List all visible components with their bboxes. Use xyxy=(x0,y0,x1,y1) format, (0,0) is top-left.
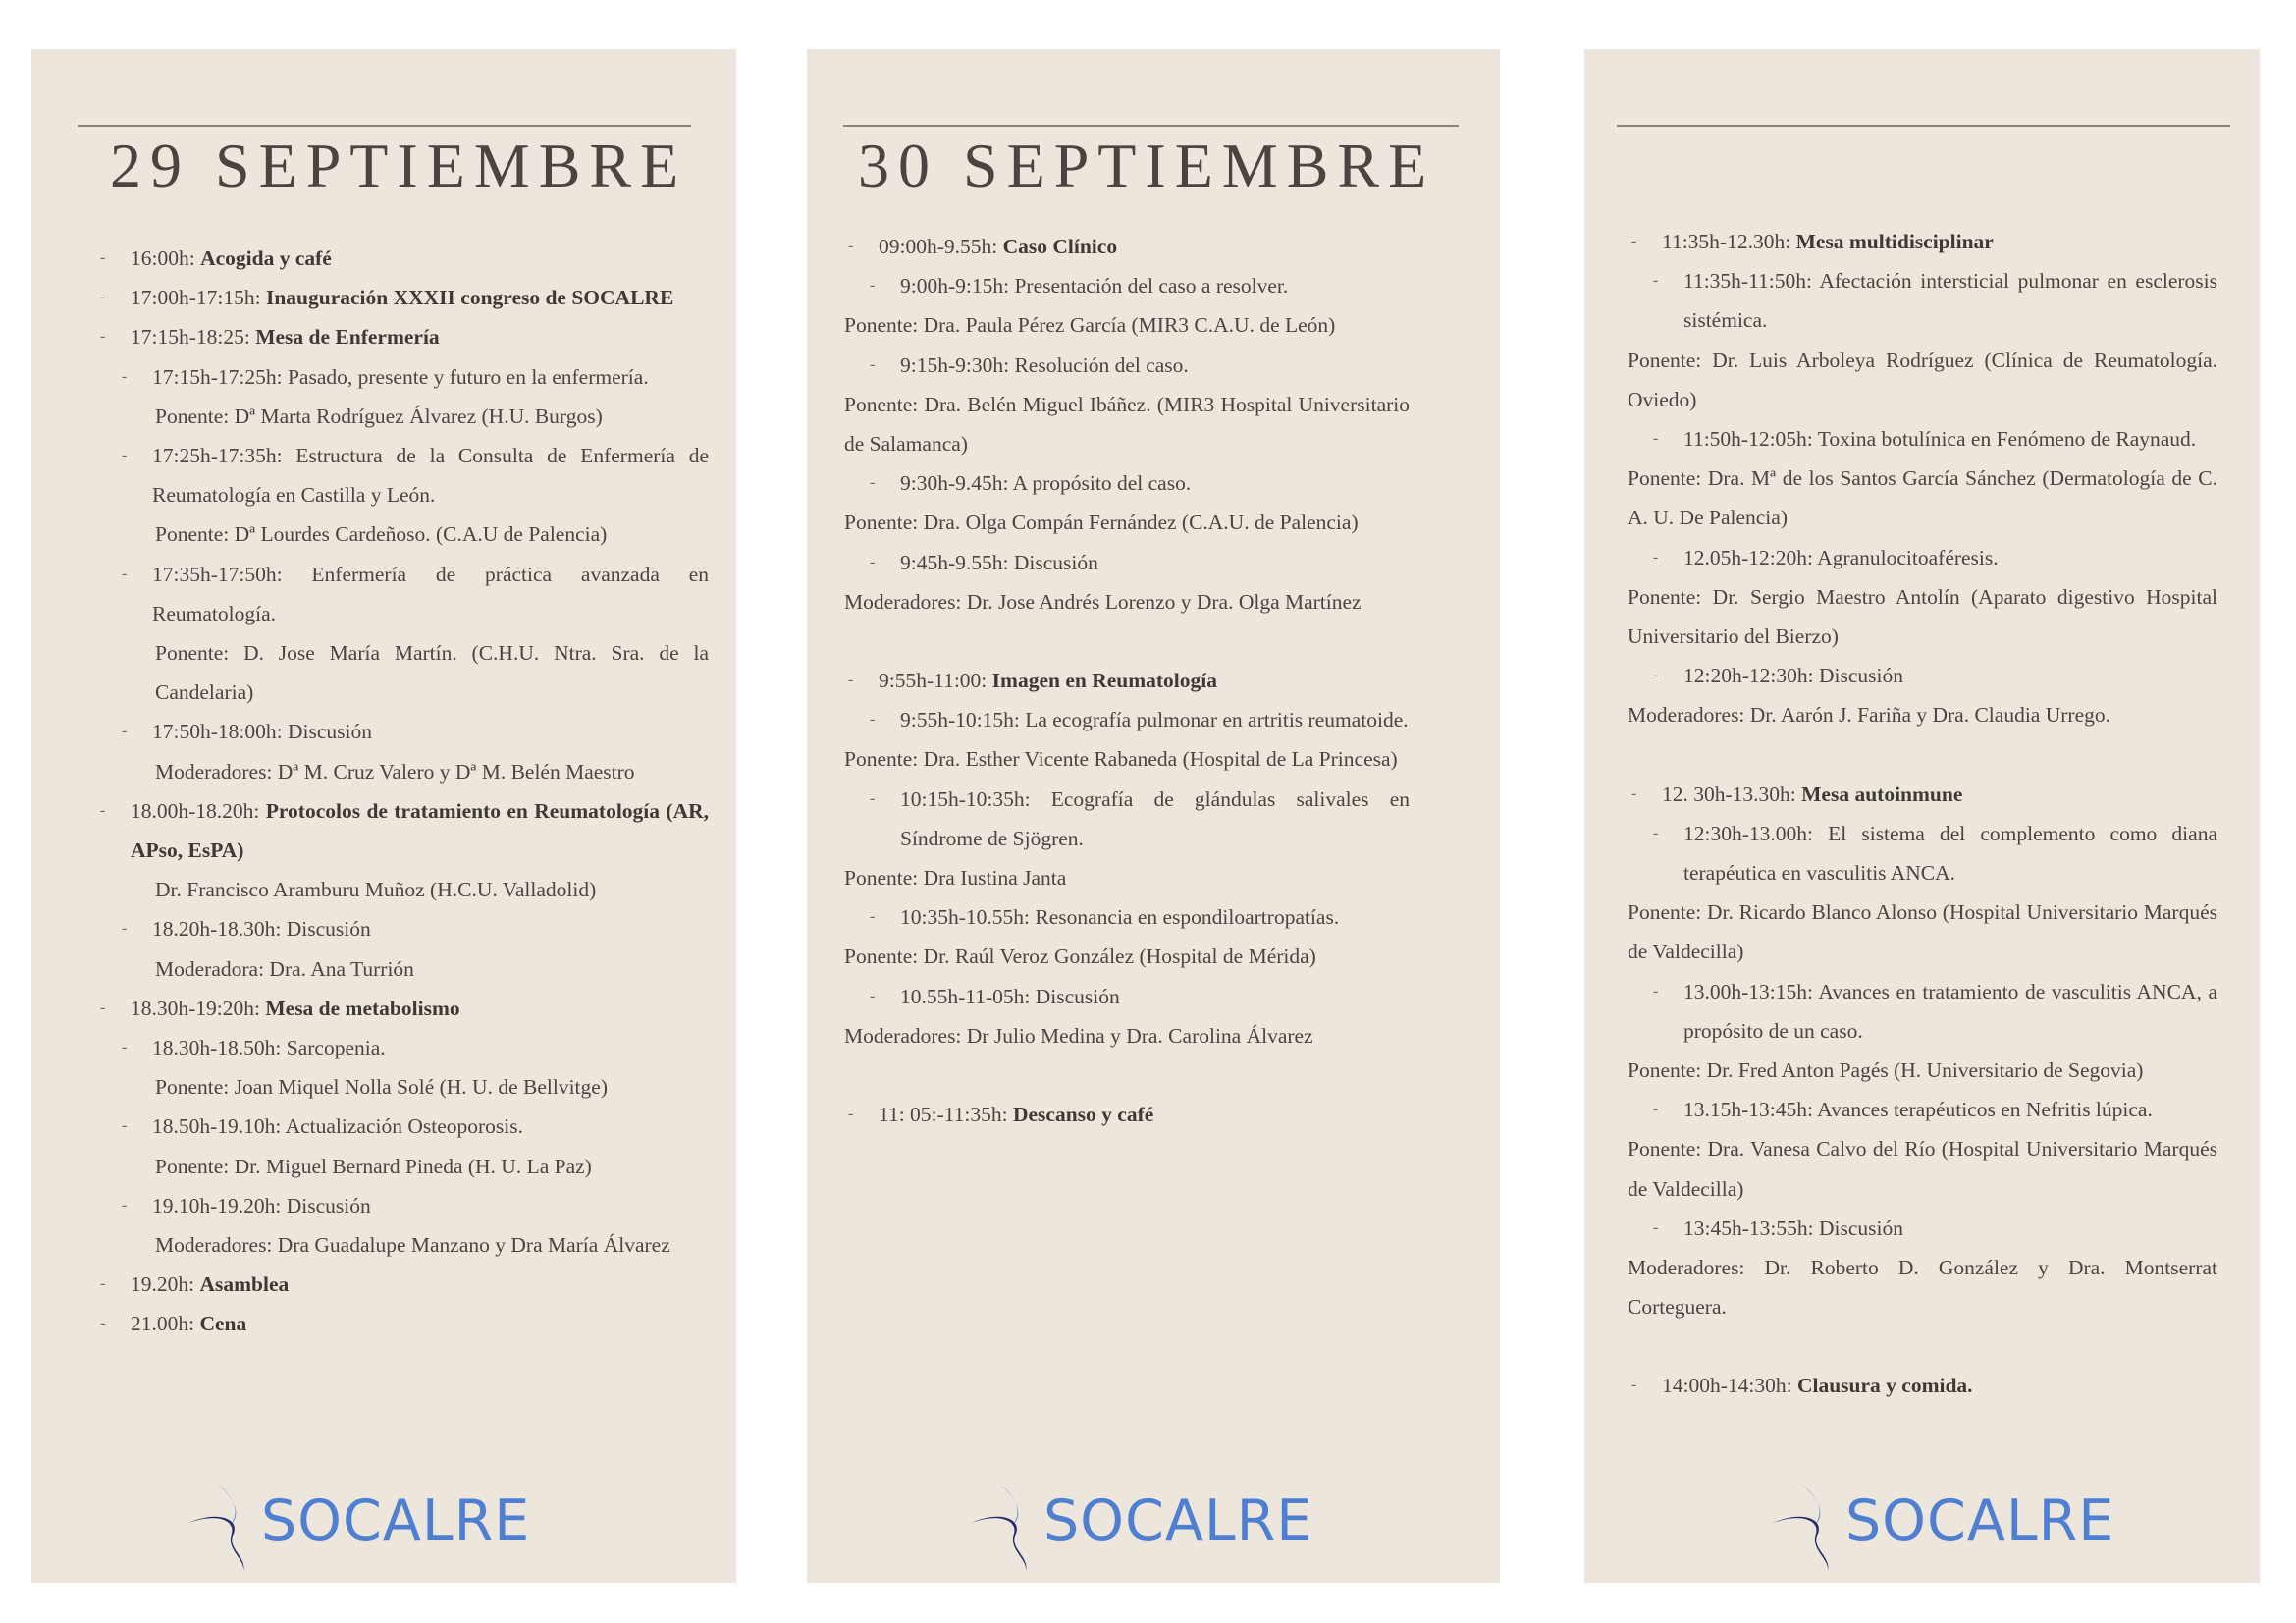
title-divider xyxy=(78,125,691,127)
session-title: Caso Clínico xyxy=(1002,235,1118,258)
item-text: 12:30h-13.00h: El sistema del complemento como diana terapéutica en vasculitis ANCA. xyxy=(1683,821,2217,886)
item-text: Ponente: Dr. Fred Anton Pagés (H. Universitario de Segovia) xyxy=(1628,1058,2144,1083)
program-list xyxy=(1628,222,2217,1406)
talk-item xyxy=(96,1107,709,1146)
item-text: Moderadores: Dr. Roberto D. González y Dra. Montserrat Corteguera. xyxy=(1628,1256,2217,1320)
speaker-line xyxy=(844,1016,1410,1055)
blank-spacer xyxy=(1628,735,2217,775)
swoosh-logo-icon xyxy=(187,1477,265,1575)
speaker-line xyxy=(844,582,1410,622)
talk-item xyxy=(844,897,1410,937)
item-text: 12:20h-12:30h: Discusión xyxy=(1683,664,1903,688)
item-text: Ponente: Dra. Mª de los Santos García Sánchez (Dermatología de C. A. U. De Palencia) xyxy=(1628,466,2217,530)
session-title: Mesa autoinmune xyxy=(1801,782,1963,806)
blank-spacer xyxy=(1628,1326,2217,1366)
item-text: 16:00h: xyxy=(131,246,201,270)
item-text: Ponente: Dr. Ricardo Blanco Alonso (Hospital Universitario Marqués de Valdecilla) xyxy=(1628,900,2217,964)
speaker-line xyxy=(1628,1129,2217,1208)
session-title: Asamblea xyxy=(199,1272,290,1297)
speaker-line xyxy=(96,633,709,712)
day-panel-30-continued xyxy=(1584,49,2260,1583)
item-text: 17:00h-17:15h: xyxy=(131,286,266,310)
session-title: Imagen en Reumatología xyxy=(991,669,1217,693)
day-title: 30 SEPTIEMBRE xyxy=(858,131,1436,200)
item-text: 9:45h-9.55h: Discusión xyxy=(900,550,1098,574)
session-title: Mesa multidisciplinar xyxy=(1795,230,1994,253)
item-text: 17:50h-18:00h: Discusión xyxy=(152,720,372,744)
session-item xyxy=(96,1265,709,1304)
session-item xyxy=(844,227,1410,266)
title-divider xyxy=(843,125,1459,127)
item-text: 21.00h: xyxy=(131,1312,200,1336)
session-item xyxy=(96,989,709,1028)
item-text: 14:00h-14:30h: xyxy=(1662,1374,1797,1398)
talk-item xyxy=(96,712,709,751)
item-text: 9:55h-11:00: xyxy=(879,669,992,693)
session-title: Cena xyxy=(199,1312,247,1336)
item-text: 19.20h: xyxy=(131,1272,200,1297)
item-text: Ponente: Dr. Luis Arboleya Rodríguez (Clínica de Reumatología. Oviedo) xyxy=(1628,348,2217,411)
item-text: Moderadores: Dr. Aarón J. Fariña y Dra. Claudia Urrego. xyxy=(1628,703,2110,728)
talk-item xyxy=(1628,1090,2217,1129)
item-text: 12. 30h-13.30h: xyxy=(1662,782,1802,806)
speaker-line xyxy=(844,503,1410,542)
talk-item xyxy=(844,346,1410,385)
item-text: Ponente: Dr. Miguel Bernard Pineda (H. U. La Paz) xyxy=(155,1154,592,1178)
talk-item xyxy=(844,463,1410,503)
speaker-line xyxy=(844,305,1410,345)
talk-item xyxy=(844,977,1410,1016)
item-text: Ponente: Dra. Paula Pérez García (MIR3 C.A.U. de León) xyxy=(844,313,1336,338)
talk-item xyxy=(844,266,1410,305)
session-item xyxy=(1628,1366,2217,1405)
item-text: Moderadora: Dra. Ana Turrión xyxy=(155,956,414,981)
speaker-line xyxy=(1628,695,2217,734)
item-text: Ponente: Dr. Sergio Maestro Antolín (Aparato digestivo Hospital Universitario del Bierzo) xyxy=(1628,584,2217,649)
talk-item xyxy=(1628,419,2217,459)
item-text: Dr. Francisco Aramburu Muñoz (H.C.U. Valladolid) xyxy=(155,878,597,902)
speaker-line xyxy=(844,385,1410,463)
logo-text: SOCALRE xyxy=(1043,1488,1313,1553)
item-text: 11: 05:-11:35h: xyxy=(879,1103,1013,1127)
socalre-logo xyxy=(1771,1477,2115,1575)
talk-item xyxy=(96,357,709,397)
session-item xyxy=(1628,222,2217,261)
speaker-line xyxy=(1628,577,2217,656)
logo-text: SOCALRE xyxy=(1845,1488,2115,1553)
session-title: Acogida y café xyxy=(200,246,332,270)
speaker-line xyxy=(844,937,1410,976)
item-text: Ponente: Dª Lourdes Cardeñoso. (C.A.U de Palencia) xyxy=(155,522,608,547)
session-title: Clausura y comida. xyxy=(1796,1374,1973,1398)
item-text: Ponente: D. Jose María Martín. (C.H.U. Ntra. Sra. de la Candelaria) xyxy=(155,641,709,705)
swoosh-logo-icon xyxy=(969,1477,1047,1575)
talk-item xyxy=(844,543,1410,582)
speaker-line xyxy=(1628,1051,2217,1090)
session-item xyxy=(96,239,709,278)
session-title: Mesa de metabolismo xyxy=(265,996,460,1020)
session-item xyxy=(96,1304,709,1343)
speaker-line xyxy=(96,1147,709,1186)
item-text: Ponente: Dª Marta Rodríguez Álvarez (H.U. Burgos) xyxy=(155,404,603,428)
item-text: 17:15h-18:25: xyxy=(131,325,256,350)
item-text: 9:15h-9:30h: Resolución del caso. xyxy=(900,352,1189,377)
item-text: 09:00h-9.55h: xyxy=(879,235,1003,258)
socalre-logo xyxy=(187,1477,531,1575)
talk-item xyxy=(1628,538,2217,577)
item-text: 10.55h-11-05h: Discusión xyxy=(900,984,1120,1008)
item-text: Ponente: Dra Iustina Janta xyxy=(844,866,1067,891)
item-text: 11:35h-12.30h: xyxy=(1662,230,1796,253)
item-text: 9:55h-10:15h: La ecografía pulmonar en artritis reumatoide. xyxy=(900,708,1409,732)
blank-spacer xyxy=(844,622,1410,661)
talk-item xyxy=(1628,656,2217,695)
item-text: 19.10h-19.20h: Discusión xyxy=(152,1193,371,1217)
item-text: 11:50h-12:05h: Toxina botulínica en Fenómeno de Raynaud. xyxy=(1683,427,2197,452)
speaker-line xyxy=(96,870,709,909)
speaker-line xyxy=(96,1225,709,1265)
item-text: 17:15h-17:25h: Pasado, presente y futuro en la enfermería. xyxy=(152,364,649,389)
item-text: Ponente: Dr. Raúl Veroz González (Hospital de Mérida) xyxy=(844,945,1316,969)
item-text: 10:15h-10:35h: Ecografía de glándulas salivales en Síndrome de Sjögren. xyxy=(900,786,1410,850)
speaker-line xyxy=(1628,1248,2217,1326)
day-title: 29 SEPTIEMBRE xyxy=(110,131,688,200)
speaker-line xyxy=(1628,341,2217,419)
talk-item xyxy=(96,1028,709,1067)
item-text: 9:30h-9.45h: A propósito del caso. xyxy=(900,471,1192,496)
speaker-line xyxy=(1628,459,2217,537)
session-item xyxy=(844,661,1410,700)
item-text: 18.00h-18.20h: xyxy=(131,798,266,823)
item-text: Moderadores: Dª M. Cruz Valero y Dª M. Belén Maestro xyxy=(155,759,635,784)
item-text: 12.05h-12:20h: Agranulocitoaféresis. xyxy=(1683,545,1999,569)
item-text: 10:35h-10.55h: Resonancia en espondiloartropatías. xyxy=(900,905,1340,930)
item-text: 13.15h-13:45h: Avances terapéuticos en Nefritis lúpica. xyxy=(1683,1098,2153,1122)
talk-item xyxy=(96,1186,709,1225)
session-item xyxy=(96,791,709,870)
item-text: Moderadores: Dra Guadalupe Manzano y Dra María Álvarez xyxy=(155,1233,670,1258)
program-list xyxy=(844,227,1410,1134)
item-text: Ponente: Dra. Esther Vicente Rabaneda (Hospital de La Princesa) xyxy=(844,747,1398,772)
item-text: Ponente: Dra. Belén Miguel Ibáñez. (MIR3 Hospital Universitario de Salamanca) xyxy=(844,392,1410,457)
speaker-line xyxy=(1628,893,2217,971)
blank-spacer xyxy=(844,1055,1410,1095)
speaker-line xyxy=(96,397,709,436)
item-text: 18.20h-18.30h: Discusión xyxy=(152,917,371,942)
item-text: 18.30h-19:20h: xyxy=(131,996,266,1020)
item-text: 13.00h-13:15h: Avances en tratamiento de vasculitis ANCA, a propósito de un caso. xyxy=(1683,979,2217,1043)
item-text: Ponente: Dra. Vanesa Calvo del Río (Hospital Universitario Marqués de Valdecilla) xyxy=(1628,1137,2217,1201)
item-text: 17:25h-17:35h: Estructura de la Consulta de Enfermería de Reumatología en Castilla y León. xyxy=(152,444,709,508)
logo-text: SOCALRE xyxy=(261,1488,531,1553)
item-text: 17:35h-17:50h: Enfermería de práctica avanzada en Reumatología. xyxy=(152,562,709,625)
day-panel-30 xyxy=(807,49,1500,1583)
talk-item xyxy=(1628,814,2217,893)
session-title: Descanso y café xyxy=(1012,1103,1154,1127)
item-text: Moderadores: Dr. Jose Andrés Lorenzo y Dra. Olga Martínez xyxy=(844,589,1362,614)
talk-item xyxy=(1628,261,2217,340)
program-list xyxy=(96,239,709,1344)
day-panel-29 xyxy=(31,49,736,1583)
speaker-line xyxy=(844,739,1410,779)
session-title: Protocolos de tratamiento en Reumatología (AR, APso, EsPA) xyxy=(131,798,709,863)
item-text: 13:45h-13:55h: Discusión xyxy=(1683,1216,1903,1240)
speaker-line xyxy=(96,514,709,554)
item-text: 18.30h-18.50h: Sarcopenia. xyxy=(152,1036,386,1060)
socalre-logo xyxy=(969,1477,1313,1575)
session-item xyxy=(96,317,709,356)
item-text: 9:00h-9:15h: Presentación del caso a resolver. xyxy=(900,274,1289,298)
talk-item xyxy=(96,909,709,948)
speaker-line xyxy=(96,752,709,791)
talk-item xyxy=(1628,972,2217,1051)
item-text: Moderadores: Dr Julio Medina y Dra. Carolina Álvarez xyxy=(844,1023,1313,1048)
session-title: Mesa de Enfermería xyxy=(255,325,440,350)
swoosh-logo-icon xyxy=(1771,1477,1849,1575)
session-item xyxy=(844,1095,1410,1134)
item-text: 18.50h-19.10h: Actualización Osteoporosis. xyxy=(152,1114,523,1139)
session-item xyxy=(1628,775,2217,814)
item-text: Ponente: Dra. Olga Compán Fernández (C.A.U. de Palencia) xyxy=(844,511,1359,535)
talk-item xyxy=(844,780,1410,858)
speaker-line xyxy=(96,1067,709,1107)
item-text: Ponente: Joan Miquel Nolla Solé (H. U. de Bellvitge) xyxy=(155,1075,608,1100)
talk-item xyxy=(96,555,709,633)
session-item xyxy=(96,278,709,317)
speaker-line xyxy=(844,858,1410,897)
title-divider xyxy=(1617,125,2230,127)
talk-item xyxy=(844,700,1410,739)
item-text: 11:35h-11:50h: Afectación intersticial pulmonar en esclerosis sistémica. xyxy=(1683,269,2217,333)
speaker-line xyxy=(96,949,709,989)
session-title: Inauguración XXXII congreso de SOCALRE xyxy=(265,286,674,310)
talk-item xyxy=(96,436,709,514)
talk-item xyxy=(1628,1209,2217,1248)
